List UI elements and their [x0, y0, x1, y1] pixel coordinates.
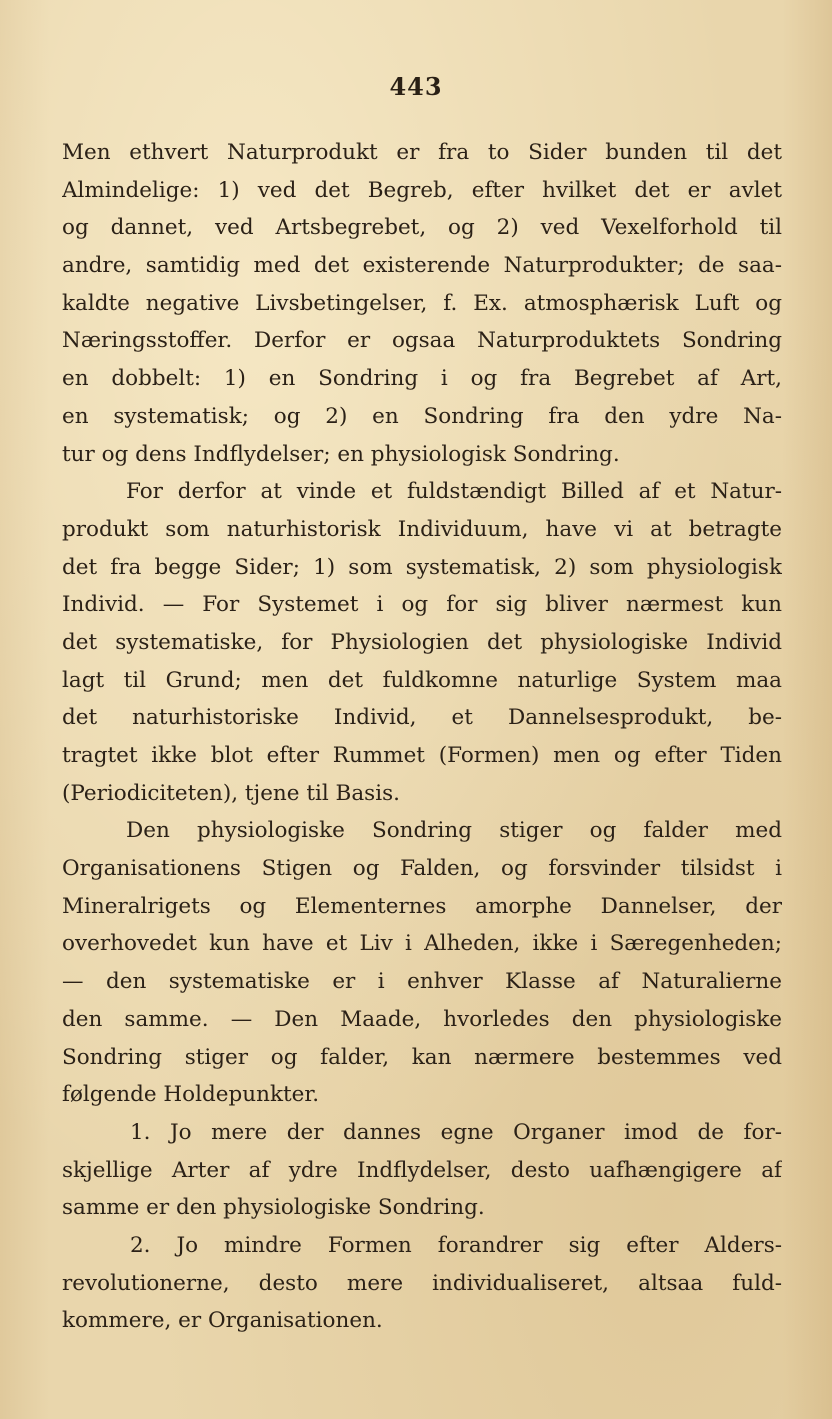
- text-line: det naturhistoriske Individ, et Dannelsesprodukt, be-: [62, 705, 782, 731]
- text-line: kommere, er Organisationen.: [62, 1308, 383, 1334]
- text-line: overhovedet kun have et Liv i Alheden, ikke i Særegenheden;: [62, 931, 782, 957]
- text-line: en dobbelt: 1) en Sondring i og fra Begrebet af Art,: [62, 366, 782, 392]
- text-line: kaldte negative Livsbetingelser, f. Ex. atmosphærisk Luft og: [62, 290, 782, 316]
- text-line: lagt til Grund; men det fuldkomne naturlige System maa: [62, 667, 782, 693]
- paragraph-start-line: Den physiologiske Sondring stiger og falder med: [126, 818, 782, 844]
- text-line: Mineralrigets og Elementernes amorphe Dannelser, der: [62, 893, 782, 919]
- text-line: Næringsstoffer. Derfor er ogsaa Naturproduktets Sondring: [62, 328, 782, 354]
- text-line: Almindelige: 1) ved det Begreb, efter hvilket det er avlet: [62, 177, 782, 203]
- text-line: en systematisk; og 2) en Sondring fra den ydre Na-: [62, 403, 782, 429]
- text-line: Sondring stiger og falder, kan nærmere bestemmes ved: [62, 1044, 782, 1070]
- numbered-item-line: 2. Jo mindre Formen forandrer sig efter Alders-: [130, 1232, 782, 1258]
- text-line: det systematiske, for Physiologien det physiologiske Individ: [62, 629, 782, 655]
- text-line: samme er den physiologiske Sondring.: [62, 1195, 485, 1221]
- body-text: [62, 134, 782, 1340]
- page-number: 443: [389, 72, 443, 101]
- text-line: andre, samtidig med det existerende Naturprodukter; de saa-: [62, 253, 782, 279]
- text-line: den samme. — Den Maade, hvorledes den physiologiske: [62, 1006, 782, 1032]
- text-line: Individ. — For Systemet i og for sig bliver nærmest kun: [62, 592, 782, 618]
- text-line: tragtet ikke blot efter Rummet (Formen) men og efter Tiden: [62, 743, 782, 768]
- text-line: følgende Holdepunkter.: [62, 1082, 320, 1108]
- text-line: skjellige Arter af ydre Indflydelser, desto uafhængigere af: [62, 1157, 782, 1183]
- text-line: og dannet, ved Artsbegrebet, og 2) ved Vexelforhold til: [62, 215, 782, 241]
- text-line: revolutionerne, desto mere individualiseret, altsaa fuld-: [62, 1270, 782, 1296]
- text-line: tur og dens Indflydelser; en physiologisk Sondring.: [62, 441, 620, 467]
- numbered-item-line: 1. Jo mere der dannes egne Organer imod de for-: [130, 1119, 782, 1145]
- text-line: Organisationens Stigen og Falden, og forsvinder tilsidst i: [62, 856, 782, 882]
- paragraph-start-line: For derfor at vinde et fuldstændigt Billed af et Natur-: [126, 479, 782, 505]
- text-line: produkt som naturhistorisk Individuum, have vi at betragte: [62, 516, 782, 542]
- text-line: det fra begge Sider; 1) som systematisk, 2) som physiologisk: [62, 554, 782, 580]
- text-line: — den systematiske er i enhver Klasse af Naturalierne: [62, 969, 782, 995]
- text-line: Men ethvert Naturprodukt er fra to Sider bunden til det: [62, 140, 782, 165]
- text-line: (Periodiciteten), tjene til Basis.: [62, 780, 400, 806]
